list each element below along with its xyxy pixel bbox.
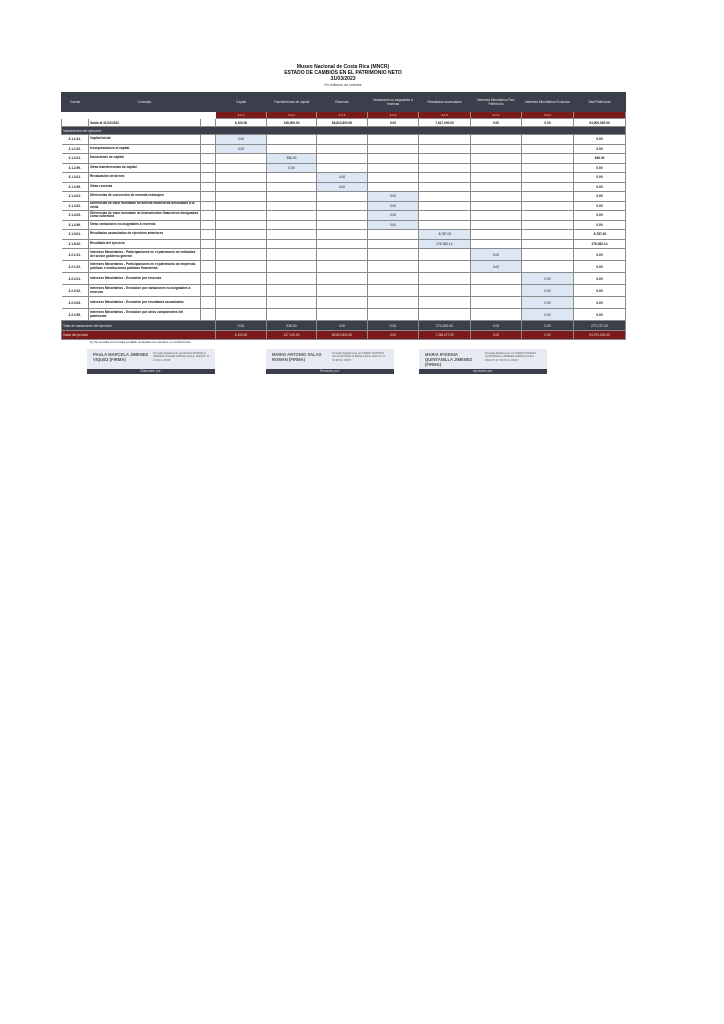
table-row xyxy=(62,249,626,261)
value-cell-int-evol: 0.00 xyxy=(522,285,574,297)
table-row xyxy=(62,285,626,297)
account-code-cell: 3.2.2.01. xyxy=(62,273,89,285)
value-cell-variaciones: 0.00 xyxy=(368,211,419,221)
spacer-cell xyxy=(201,182,216,192)
account-code-cell: 3.2.2.02. xyxy=(62,285,89,297)
signature-role: Aprobado por: xyxy=(419,369,547,374)
code-cell: 3.1.2 xyxy=(267,112,317,119)
value-cell-int-part xyxy=(471,163,522,173)
value-cell-reservas xyxy=(317,201,368,211)
value-cell-reservas: 0.00 xyxy=(317,173,368,183)
value-cell-resultados xyxy=(419,309,471,321)
value-cell-int-part xyxy=(471,239,522,249)
spacer-cell xyxy=(201,273,216,285)
value-cell-variaciones xyxy=(368,297,419,309)
header-int-evol: Intereses Minoritarios Evolución xyxy=(522,93,574,112)
header-total: Total Patrimonio xyxy=(574,93,626,112)
value-cell-variaciones xyxy=(368,249,419,261)
value-cell-resultados: -5,787.00 xyxy=(419,230,471,240)
signature-block-aprobado xyxy=(419,349,547,373)
value-cell-int-evol xyxy=(522,261,574,273)
signer-name: PAULA MARCELA JIMENEZ VIQUEZ (FIRMA) xyxy=(93,352,149,362)
concept-cell: Otras transferencias de capital xyxy=(89,163,201,173)
spacer-cell xyxy=(201,230,216,240)
table-row xyxy=(62,192,626,202)
value-cell-variaciones xyxy=(368,273,419,285)
value-cell-reservas xyxy=(317,163,368,173)
table-row xyxy=(62,297,626,309)
value-cell-reservas xyxy=(317,273,368,285)
account-code-cell: 3.1.1.01. xyxy=(62,135,89,145)
value-cell-int-part xyxy=(471,192,522,202)
spacer-cell xyxy=(201,309,216,321)
value-cell-capital xyxy=(216,201,267,211)
value-cell-variaciones: 0.00 xyxy=(368,192,419,202)
value-cell-int-evol: 0.00 xyxy=(522,273,574,285)
header-variaciones: Variaciones no asignables a reservas xyxy=(368,93,419,112)
opening-balance-value: 138,000.00 xyxy=(267,119,317,127)
value-cell-int-evol xyxy=(522,144,574,154)
concept-cell: Donaciones de capital xyxy=(89,154,201,164)
opening-balance-value: 6,100.00 xyxy=(216,119,267,127)
section-label: Variaciones del ejercicio xyxy=(62,127,626,135)
value-cell-int-evol xyxy=(522,192,574,202)
value-cell-resultados xyxy=(419,173,471,183)
opening-balance-label: Saldo al 31/12/2022 xyxy=(89,119,201,127)
value-cell-int-evol xyxy=(522,201,574,211)
total-cell: 0.00 xyxy=(574,211,626,221)
value-cell-resultados xyxy=(419,273,471,285)
value-cell-int-part xyxy=(471,220,522,230)
spacer-cell xyxy=(201,211,216,221)
account-code-cell: 3.2.2.99. xyxy=(62,309,89,321)
concept-cell: Diferencias de valor razonable de activos financieros destinados a la venta xyxy=(89,201,201,211)
value-cell-int-evol: 0.00 xyxy=(522,297,574,309)
value-cell-resultados xyxy=(419,285,471,297)
total-cell: 0.00 xyxy=(574,220,626,230)
account-code-cell: 3.2.2.03. xyxy=(62,297,89,309)
total-variations-value: 0.00 xyxy=(471,321,522,331)
value-cell-variaciones xyxy=(368,182,419,192)
value-cell-reservas xyxy=(317,261,368,273)
concept-cell: Otras variaciones no asignables a reservas xyxy=(89,220,201,230)
header-int-part: Intereses Minoritarios Part. Patrimonio xyxy=(471,93,522,112)
total-cell: -5,787.00 xyxy=(574,230,626,240)
concept-cell: Diferencias de valor razonable de instrumentos financieros designados como cobertura xyxy=(89,211,201,221)
opening-balance-value: 0.00 xyxy=(471,119,522,127)
value-cell-capital xyxy=(216,163,267,173)
total-variations-label: Total de variaciones del ejercicio xyxy=(62,321,216,331)
table-row xyxy=(62,230,626,240)
value-cell-transferencias xyxy=(267,273,317,285)
spacer-cell xyxy=(201,249,216,261)
header-spacer xyxy=(201,93,216,112)
value-cell-variaciones: 0.00 xyxy=(368,220,419,230)
value-cell-transferencias xyxy=(267,230,317,240)
value-cell-reservas xyxy=(317,239,368,249)
value-cell-capital xyxy=(216,220,267,230)
value-cell-reservas xyxy=(317,309,368,321)
concept-cell: Intereses Minoritarios - Evolución por variaciones no asignables a reservas xyxy=(89,285,201,297)
account-code-cell: 3.1.4.99. xyxy=(62,220,89,230)
account-code-cell: 3.1.3.01. xyxy=(62,173,89,183)
total-variations-value: 536.00 xyxy=(267,321,317,331)
table-row xyxy=(62,173,626,183)
total-variations-value: 0.00 xyxy=(368,321,419,331)
table-row xyxy=(62,239,626,249)
total-cell: 0.00 xyxy=(574,249,626,261)
signer-name: MARIA IFIGENIA QUINTANILLA JIMENEZ (FIRMA) xyxy=(425,352,473,367)
value-cell-variaciones xyxy=(368,135,419,145)
spacer-cell xyxy=(201,135,216,145)
table-row xyxy=(62,220,626,230)
value-cell-int-part xyxy=(471,173,522,183)
value-cell-int-evol xyxy=(522,135,574,145)
concept-cell: Intereses Minoritarios - Evolución por reservas xyxy=(89,273,201,285)
table-row xyxy=(62,163,626,173)
total-cell: 0.00 xyxy=(574,192,626,202)
closing-balance-value: 0.00 xyxy=(471,331,522,340)
value-cell-transferencias xyxy=(267,192,317,202)
value-cell-capital: 0.00 xyxy=(216,144,267,154)
header-resultados: Resultados acumulados xyxy=(419,93,471,112)
value-cell-reservas xyxy=(317,154,368,164)
value-cell-transferencias xyxy=(267,249,317,261)
concept-cell: Diferencias de conversión de moneda extranjera xyxy=(89,192,201,202)
concept-cell: Revaluación de bienes xyxy=(89,173,201,183)
spacer-cell xyxy=(201,220,216,230)
spacer-cell xyxy=(201,261,216,273)
closing-balance-value: 0.00 xyxy=(368,331,419,340)
spacer-cell xyxy=(201,201,216,211)
total-variations-value: 270,737.00 xyxy=(574,321,626,331)
table-row xyxy=(62,154,626,164)
report-header xyxy=(61,64,625,88)
value-cell-reservas xyxy=(317,249,368,261)
value-cell-reservas xyxy=(317,297,368,309)
spacer-cell xyxy=(201,285,216,297)
signature-details: Firmado digitalmente por PAULA MARCELA JIMENEZ VIQUEZ (FIRMA) Fecha: 2023.07.17 - 12:04:1 -06'00' xyxy=(153,352,211,362)
signature-details: Firmado digitalmente por MARIO ANTONIO SALAS ROMAN (FIRMA) Fecha: 2023.07.17 15:39:52 -06'00' xyxy=(332,352,386,362)
equity-changes-table xyxy=(61,92,626,340)
concept-cell: Intereses Minoritarios - Participaciones en el patrimonio de entidades del sector gobierno general xyxy=(89,249,201,261)
header-transferencias: Transferencias de capital xyxy=(267,93,317,112)
closing-balance-value: 7,284,077.00 xyxy=(419,331,471,340)
code-cell: 3.2.1 xyxy=(471,112,522,119)
value-cell-capital xyxy=(216,309,267,321)
value-cell-reservas xyxy=(317,135,368,145)
table-row xyxy=(62,309,626,321)
column-header-row xyxy=(62,93,626,112)
value-cell-capital xyxy=(216,173,267,183)
value-cell-capital xyxy=(216,297,267,309)
value-cell-transferencias xyxy=(267,220,317,230)
spacer-cell xyxy=(201,192,216,202)
value-cell-int-evol xyxy=(522,230,574,240)
total-cell: 0.00 xyxy=(574,297,626,309)
signature-details: Firmado digitalmente por MARIA IFIGENIA QUINTANILLA JIMENEZ (FIRMA) Fecha: 2023.07.17 16:36:10 -06'00' xyxy=(485,352,536,362)
account-code-cell: 3.1.2.01. xyxy=(62,154,89,164)
account-code-cell: 3.1.2.99. xyxy=(62,163,89,173)
value-cell-resultados xyxy=(419,249,471,261)
report-units: En millones de colones xyxy=(324,83,362,87)
value-cell-int-part xyxy=(471,230,522,240)
concept-cell: Incorporaciones al capital xyxy=(89,144,201,154)
total-cell: 0.00 xyxy=(574,285,626,297)
value-cell-transferencias xyxy=(267,201,317,211)
account-code-cell: 3.1.5.01. xyxy=(62,230,89,240)
value-cell-variaciones xyxy=(368,285,419,297)
value-cell-transferencias xyxy=(267,285,317,297)
value-cell-reservas xyxy=(317,285,368,297)
concept-cell: Otras reservas xyxy=(89,182,201,192)
value-cell-int-evol xyxy=(522,182,574,192)
spacer-cell xyxy=(201,239,216,249)
value-cell-resultados xyxy=(419,144,471,154)
account-codes-row xyxy=(62,112,626,119)
total-cell: 0.00 xyxy=(574,163,626,173)
value-cell-transferencias xyxy=(267,297,317,309)
value-cell-capital: 0.00 xyxy=(216,135,267,145)
code-cell: 3.2.2 xyxy=(522,112,574,119)
value-cell-reservas xyxy=(317,192,368,202)
table-row xyxy=(62,261,626,273)
value-cell-capital xyxy=(216,261,267,273)
spacer-cell xyxy=(201,144,216,154)
code-cell: 3.1.3 xyxy=(317,112,368,119)
value-cell-resultados xyxy=(419,192,471,202)
account-code-cell: 3.1.5.02. xyxy=(62,239,89,249)
value-cell-resultados xyxy=(419,201,471,211)
spacer-cell xyxy=(201,173,216,183)
value-cell-capital xyxy=(216,285,267,297)
value-cell-capital xyxy=(216,211,267,221)
value-cell-resultados xyxy=(419,163,471,173)
account-code-cell: 3.1.4.02. xyxy=(62,201,89,211)
value-cell-reservas xyxy=(317,230,368,240)
closing-balance-value: 137,100.00 xyxy=(267,331,317,340)
value-cell-transferencias xyxy=(267,173,317,183)
code-cell: 3.1.4 xyxy=(368,112,419,119)
account-code-cell: 3.2.1.02. xyxy=(62,261,89,273)
value-cell-capital xyxy=(216,249,267,261)
value-cell-int-part xyxy=(471,154,522,164)
value-cell-variaciones xyxy=(368,309,419,321)
value-cell-capital xyxy=(216,182,267,192)
value-cell-int-part: 0.00 xyxy=(471,261,522,273)
concept-cell: Intereses Minoritarios - Evolución por resultados acumulados xyxy=(89,297,201,309)
signature-block-revisado xyxy=(266,349,394,373)
code-cell: 3.1.1 xyxy=(216,112,267,119)
signer-name: MARIO ANTONIO SALAS ROMAN (FIRMA) xyxy=(272,352,322,362)
total-cell: 0.00 xyxy=(574,273,626,285)
value-cell-transferencias: 0.00 xyxy=(267,163,317,173)
footnote: (1) Se concilia con la Nota contable de Estado de Cambios en el Patrimonio xyxy=(90,340,191,344)
value-cell-capital xyxy=(216,154,267,164)
value-cell-resultados xyxy=(419,297,471,309)
value-cell-reservas xyxy=(317,144,368,154)
value-cell-capital xyxy=(216,230,267,240)
value-cell-int-part xyxy=(471,297,522,309)
opening-balance-value: 85,812,800.00 xyxy=(317,119,368,127)
closing-balance-value: 85,812,800.00 xyxy=(317,331,368,340)
total-variations-row xyxy=(62,321,626,331)
spacer-cell xyxy=(201,163,216,173)
value-cell-resultados xyxy=(419,220,471,230)
closing-balance-value: 94,270,000.00 xyxy=(574,331,626,340)
signature-role: Elaborado por: xyxy=(87,369,215,374)
header-reservas: Reservas xyxy=(317,93,368,112)
value-cell-resultados xyxy=(419,211,471,221)
value-cell-int-part: 0.00 xyxy=(471,249,522,261)
value-cell-reservas xyxy=(317,220,368,230)
value-cell-int-part xyxy=(471,285,522,297)
value-cell-transferencias xyxy=(267,211,317,221)
closing-balance-value: 0.00 xyxy=(522,331,574,340)
table-row xyxy=(62,144,626,154)
concept-cell: Resultado del ejercicio xyxy=(89,239,201,249)
value-cell-reservas: 0.00 xyxy=(317,182,368,192)
total-variations-value: 0.00 xyxy=(522,321,574,331)
value-cell-capital xyxy=(216,192,267,202)
opening-balance-value: 7,617,000.00 xyxy=(419,119,471,127)
account-code-cell: 3.1.4.01. xyxy=(62,192,89,202)
section-header-row xyxy=(62,127,626,135)
table-row xyxy=(62,211,626,221)
closing-balance-label: Saldo del período xyxy=(62,331,216,340)
value-cell-int-part xyxy=(471,135,522,145)
value-cell-transferencias xyxy=(267,135,317,145)
value-cell-variaciones: 0.00 xyxy=(368,201,419,211)
value-cell-transferencias xyxy=(267,182,317,192)
value-cell-int-evol xyxy=(522,154,574,164)
value-cell-resultados xyxy=(419,154,471,164)
opening-balance-value: 0.00 xyxy=(522,119,574,127)
spacer-cell xyxy=(201,154,216,164)
value-cell-transferencias xyxy=(267,239,317,249)
value-cell-resultados xyxy=(419,135,471,145)
value-cell-variaciones xyxy=(368,173,419,183)
value-cell-reservas xyxy=(317,211,368,221)
opening-balance-row xyxy=(62,119,626,127)
value-cell-variaciones xyxy=(368,261,419,273)
total-cell: 0.00 xyxy=(574,309,626,321)
total-cell: 276,062.14 xyxy=(574,239,626,249)
account-code-cell: 3.1.3.99. xyxy=(62,182,89,192)
header-cuenta: Cuenta xyxy=(62,93,89,112)
concept-cell: Capital Inicial xyxy=(89,135,201,145)
value-cell-variaciones xyxy=(368,163,419,173)
header-concepto: Concepto xyxy=(89,93,201,112)
signature-block-elaborado xyxy=(87,349,215,373)
table-row xyxy=(62,201,626,211)
table-row xyxy=(62,273,626,285)
value-cell-resultados xyxy=(419,261,471,273)
total-cell: 536.00 xyxy=(574,154,626,164)
table-row xyxy=(62,135,626,145)
value-cell-resultados xyxy=(419,182,471,192)
closing-balance-value: 6,100.00 xyxy=(216,331,267,340)
value-cell-transferencias xyxy=(267,261,317,273)
code-cell xyxy=(574,112,626,119)
total-cell: 0.00 xyxy=(574,173,626,183)
value-cell-int-part xyxy=(471,309,522,321)
value-cell-transferencias xyxy=(267,309,317,321)
value-cell-int-evol xyxy=(522,220,574,230)
value-cell-int-part xyxy=(471,201,522,211)
concept-cell: Resultados acumulados de ejercicios anteriores xyxy=(89,230,201,240)
code-cell: 3.1.5 xyxy=(419,112,471,119)
value-cell-transferencias xyxy=(267,144,317,154)
value-cell-transferencias: 536.00 xyxy=(267,154,317,164)
value-cell-variaciones xyxy=(368,144,419,154)
value-cell-int-part xyxy=(471,144,522,154)
value-cell-int-evol xyxy=(522,173,574,183)
opening-balance-value: 94,000,000.00 xyxy=(574,119,626,127)
report-period: 31/03/2023 xyxy=(330,76,356,82)
value-cell-int-part xyxy=(471,273,522,285)
value-cell-variaciones xyxy=(368,239,419,249)
total-cell: 0.00 xyxy=(574,201,626,211)
value-cell-int-part xyxy=(471,182,522,192)
signature-role: Revisado por: xyxy=(266,369,394,374)
value-cell-int-evol: 0.00 xyxy=(522,309,574,321)
value-cell-capital xyxy=(216,273,267,285)
entity-name: Museo Nacional de Costa Rica (MNCR) xyxy=(296,64,390,70)
spacer-cell xyxy=(201,297,216,309)
account-code-cell: 3.1.1.02. xyxy=(62,144,89,154)
value-cell-int-evol xyxy=(522,249,574,261)
concept-cell: Intereses Minoritarios - Participaciones en el patrimonio de empresas públicas e instituciones públicas financieras xyxy=(89,261,201,273)
value-cell-int-evol xyxy=(522,163,574,173)
value-cell-int-evol xyxy=(522,211,574,221)
table-row xyxy=(62,182,626,192)
total-variations-value: 0.00 xyxy=(317,321,368,331)
account-code-cell: 3.1.4.03. xyxy=(62,211,89,221)
value-cell-variaciones xyxy=(368,230,419,240)
account-code-cell: 3.2.1.01. xyxy=(62,249,89,261)
closing-balance-row xyxy=(62,331,626,340)
report-title: ESTADO DE CAMBIOS EN EL PATRIMONIO NETO xyxy=(284,70,402,76)
opening-balance-value: 0.00 xyxy=(368,119,419,127)
value-cell-variaciones xyxy=(368,154,419,164)
total-cell: 0.00 xyxy=(574,144,626,154)
total-cell: 0.00 xyxy=(574,135,626,145)
header-capital: Capital xyxy=(216,93,267,112)
value-cell-capital xyxy=(216,239,267,249)
total-cell: 0.00 xyxy=(574,182,626,192)
value-cell-int-evol xyxy=(522,239,574,249)
total-cell: 0.00 xyxy=(574,261,626,273)
total-variations-value: 0.00 xyxy=(216,321,267,331)
value-cell-int-part xyxy=(471,211,522,221)
total-variations-value: 270,000.00 xyxy=(419,321,471,331)
value-cell-resultados: 276,062.14 xyxy=(419,239,471,249)
concept-cell: Intereses Minoritarios - Evolución por otros componentes del patrimonio xyxy=(89,309,201,321)
